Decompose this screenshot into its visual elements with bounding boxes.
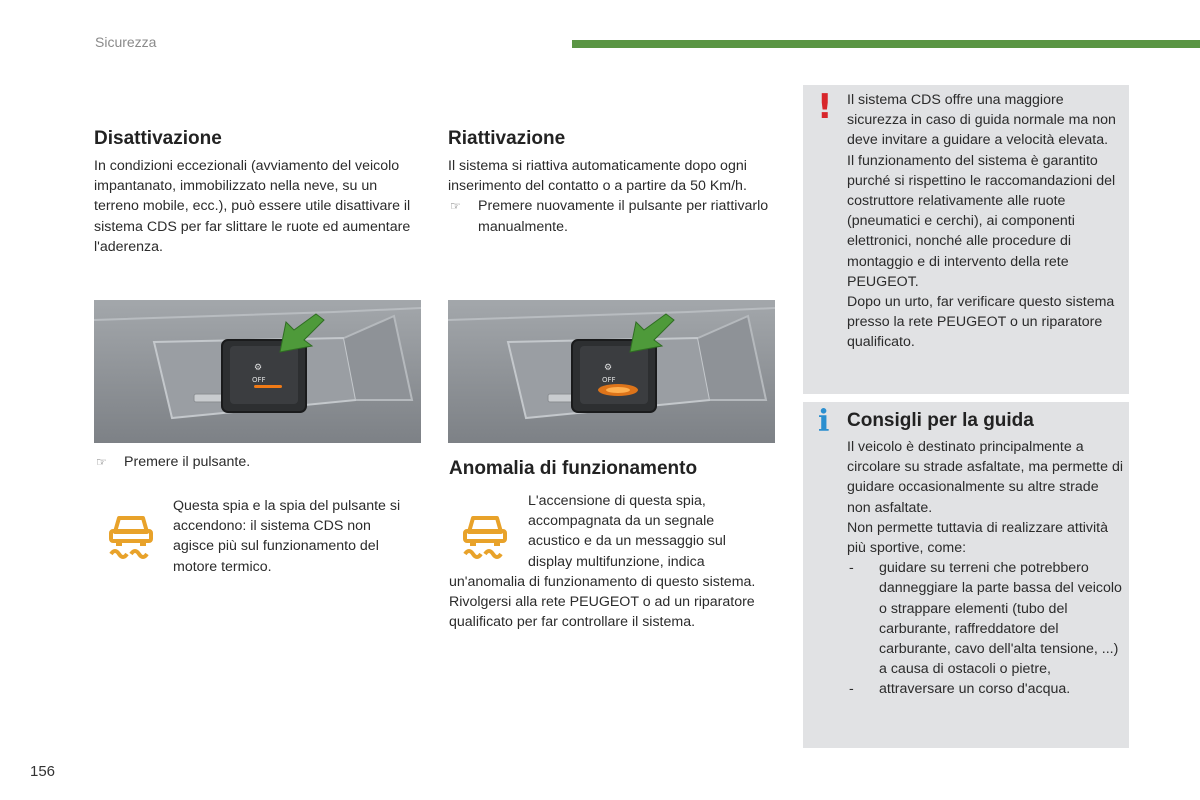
info-text bbox=[847, 437, 1123, 700]
list-dash: - bbox=[849, 681, 854, 698]
info-box bbox=[803, 402, 1129, 748]
info-title: Consigli per la guida bbox=[847, 410, 1034, 431]
disattivazione-section bbox=[94, 128, 419, 257]
disattivazione-title: Disattivazione bbox=[94, 128, 222, 149]
info-icon: i bbox=[818, 404, 830, 439]
svg-text:OFF: OFF bbox=[252, 376, 266, 384]
pointing-hand-icon: ☞ bbox=[450, 199, 461, 214]
anomalia-body: un'anomalia di funzionamento di questo sistema. Rivolgersi alla rete PEUGEOT o ad un riparatore qualificato per far controllare il sistema. bbox=[449, 574, 756, 631]
warning-paragraph: Il sistema CDS offre una maggiore sicurezza in caso di guida normale ma non deve invitare a guidare a velocità elevata. bbox=[847, 92, 1116, 149]
page-number: 156 bbox=[30, 763, 56, 780]
list-item-text: attraversare un corso d'acqua. bbox=[879, 681, 1071, 698]
anomalia-title: Anomalia di funzionamento bbox=[449, 458, 698, 479]
list-item bbox=[847, 679, 1123, 699]
riattivazione-bullet-text: Premere nuovamente il pulsante per riattivarlo manualmente. bbox=[478, 198, 769, 235]
disattivazione-body: In condizioni eccezionali (avviamento del veicolo impantanato, immobilizzato nella neve, su un terreno mobile, ecc.), può essere utile disattivare il sistema CDS per far slittare le ruote ed aumentare l'aderenza. bbox=[94, 158, 411, 255]
skid-control-warning-lamp-icon bbox=[455, 504, 515, 564]
warning-text bbox=[847, 90, 1123, 353]
pointing-hand-icon: ☞ bbox=[96, 455, 107, 469]
svg-text:⚙: ⚙ bbox=[604, 363, 613, 373]
warning-paragraph: Il funzionamento del sistema è garantito purché si rispettino le raccomandazioni del costruttore relativamente alle ruote (pneumatici e cerchi), ai componenti elettronici, nonché alle procedure di montaggio e di intervento della rete PEUGEOT. bbox=[847, 152, 1116, 290]
riattivazione-body: Il sistema si riattiva automaticamente dopo ogni inserimento del contatto o a partire da 50 Km/h. bbox=[448, 158, 747, 195]
list-item bbox=[847, 558, 1123, 679]
riattivazione-title: Riattivazione bbox=[448, 128, 566, 149]
disattivazione-lamp-text: Questa spia e la spia del pulsante si accendono: il sistema CDS non agisce più sul funzionamento del motore termico. bbox=[173, 498, 401, 575]
riattivazione-section bbox=[448, 128, 773, 237]
disattivazione-bullet bbox=[94, 452, 419, 472]
header-accent-bar bbox=[572, 40, 1200, 48]
anomalia-lamp-text: L'accensione di questa spia, accompagnata da un segnale acustico e da un messaggio sul display multifunzione, indica bbox=[528, 493, 726, 570]
list-dash: - bbox=[849, 560, 854, 577]
disattivazione-bullet-text: Premere il pulsante. bbox=[124, 454, 251, 470]
riattivazione-bullet bbox=[448, 196, 773, 236]
list-item-text: guidare su terreni che potrebbero danneggiare la parte bassa del veicolo o strappare elementi (tubo del carburante, raffreddatore del carburante, cavo dell'alta tensione, ...) a causa di ostacoli o pietre, bbox=[879, 560, 1122, 678]
info-paragraph: Il veicolo è destinato principalmente a circolare su strade asfaltate, ma permette di guidare occasionalmente su altre strade non asfaltate. bbox=[847, 439, 1123, 516]
svg-text:⚙: ⚙ bbox=[254, 363, 263, 373]
button-on-photo bbox=[448, 300, 775, 443]
svg-text:OFF: OFF bbox=[602, 376, 616, 384]
button-off-photo bbox=[94, 300, 421, 443]
warning-paragraph: Dopo un urto, far verificare questo sistema presso la rete PEUGEOT o un riparatore qualificato. bbox=[847, 294, 1115, 351]
section-name: Sicurezza bbox=[95, 34, 157, 50]
warning-box bbox=[803, 85, 1129, 394]
warning-exclamation-icon: ! bbox=[817, 87, 833, 127]
info-paragraph: Non permette tuttavia di realizzare attività più sportive, come: bbox=[847, 519, 1109, 557]
skid-control-warning-lamp-icon bbox=[101, 504, 161, 564]
